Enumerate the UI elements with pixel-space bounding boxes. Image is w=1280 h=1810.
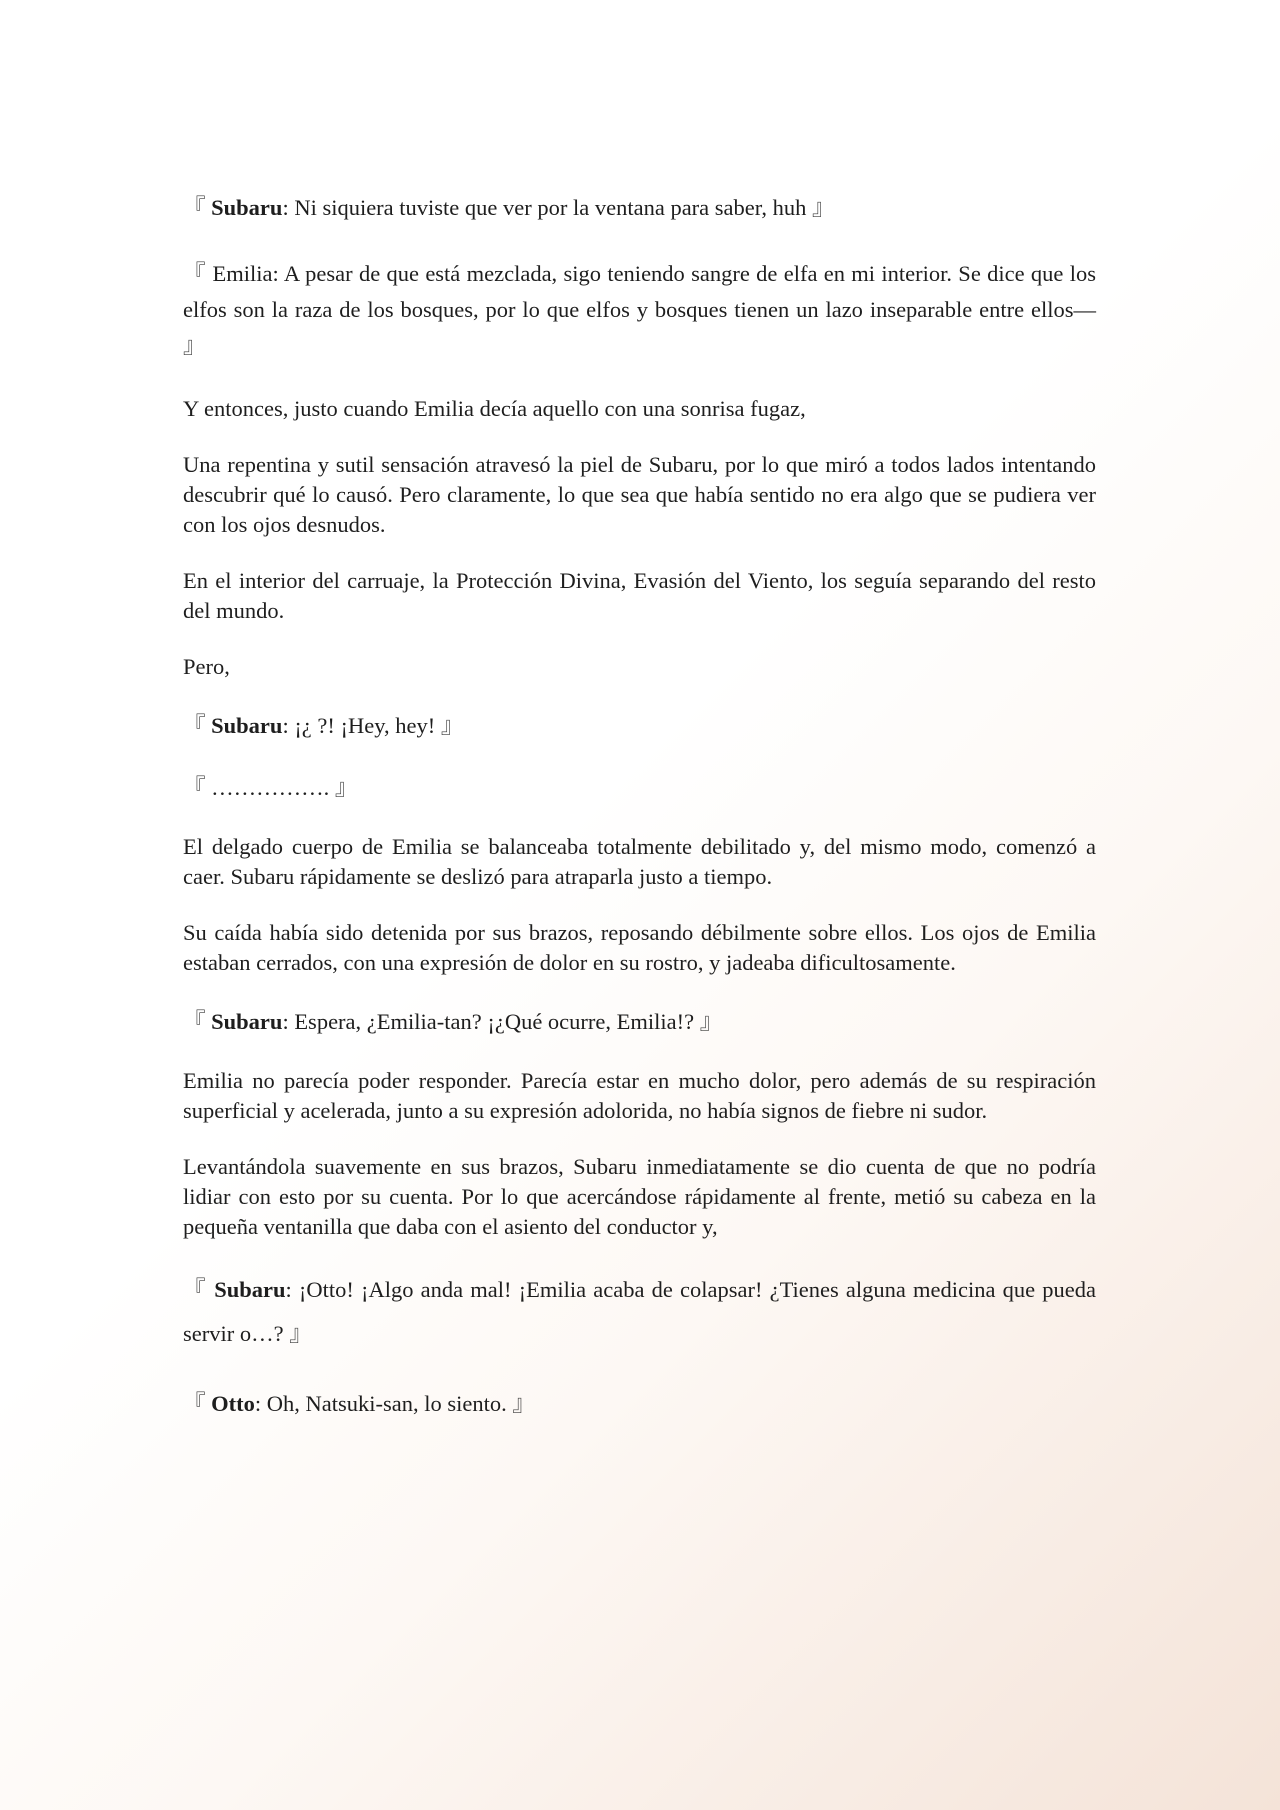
open-bracket: 『 <box>183 195 206 220</box>
open-bracket: 『 <box>183 713 206 738</box>
narration-paragraph: Pero, <box>183 654 230 679</box>
dialogue-line <box>183 256 1096 364</box>
speaker-name: Otto <box>211 1391 255 1416</box>
open-bracket: 『 <box>183 1009 206 1034</box>
narration-paragraph: Levantándola suavemente en sus brazos, Subaru inmediatamente se dio cuenta de que no podría lidiar con esto por su cuenta. Por lo que acercándose rápidamente al frente, metió su cabeza en la pequeña ventanilla que daba con el asiento del conductor y, <box>183 1154 1096 1239</box>
narration-paragraph: Emilia no parecía poder responder. Parecía estar en mucho dolor, pero además de su respiración superficial y acelerada, junto a su expresión adolorida, no había signos de fiebre ni sudor. <box>183 1068 1096 1123</box>
dialogue-text: : Espera, ¿Emilia-tan? ¡¿Qué ocurre, Emilia!? <box>282 1009 700 1034</box>
open-bracket: 『 <box>183 261 207 286</box>
dialogue-text: Emilia: A pesar de que está mezclada, sigo teniendo sangre de elfa en mi interior. Se dice que los elfos son la raza de los bosques, por lo que elfos y bosques tienen un lazo inseparable entre ellos— <box>183 261 1096 322</box>
narration-paragraph: El delgado cuerpo de Emilia se balanceaba totalmente debilitado y, del mismo modo, comenzó a caer. Subaru rápidamente se deslizó para atraparla justo a tiempo. <box>183 834 1096 889</box>
open-bracket: 『 <box>183 775 206 800</box>
dialogue-line <box>183 1004 1096 1040</box>
dialogue-text: : ¡¿ ?! ¡Hey, hey! <box>282 713 441 738</box>
narration-paragraph: Una repentina y sutil sensación atravesó la piel de Subaru, por lo que miró a todos lados intentando descubrir qué lo causó. Pero claramente, lo que sea que había sentido no era algo que se pudiera ver con los ojos desnudos. <box>183 452 1096 537</box>
close-bracket: 』 <box>183 333 206 358</box>
dialogue-text: : Oh, Natsuki-san, lo siento. <box>254 1391 513 1416</box>
speaker-name: Subaru <box>214 1277 286 1302</box>
close-bracket: 』 <box>334 775 358 800</box>
dialogue-text: : Ni siquiera tuviste que ver por la ventana para saber, huh <box>282 195 812 220</box>
dialogue-line <box>183 1386 1096 1422</box>
close-bracket: 』 <box>512 1391 535 1416</box>
close-bracket: 』 <box>699 1009 723 1034</box>
close-bracket: 』 <box>289 1321 312 1346</box>
dialogue-line <box>183 1268 1096 1356</box>
open-bracket: 『 <box>183 1277 208 1302</box>
close-bracket: 』 <box>811 195 835 220</box>
narration-paragraph: En el interior del carruaje, la Protección Divina, Evasión del Viento, los seguía separando del resto del mundo. <box>183 568 1096 623</box>
speaker-name: Subaru <box>211 195 283 220</box>
dialogue-line <box>183 708 1096 744</box>
document-page <box>183 190 1096 1422</box>
narration-paragraph: Y entonces, justo cuando Emilia decía aquello con una sonrisa fugaz, <box>183 396 806 421</box>
speaker-name: Subaru <box>211 1009 283 1034</box>
open-bracket: 『 <box>183 1391 206 1416</box>
speaker-name: Subaru <box>211 713 283 738</box>
narration-paragraph: Su caída había sido detenida por sus brazos, reposando débilmente sobre ellos. Los ojos de Emilia estaban cerrados, con una expresión de dolor en su rostro, y jadeaba dificultosamente. <box>183 920 1096 975</box>
dialogue-line <box>183 770 1096 806</box>
close-bracket: 』 <box>440 713 464 738</box>
dialogue-line <box>183 190 1096 226</box>
dialogue-text: ……………. <box>205 775 335 800</box>
dialogue-text: : ¡Otto! ¡Algo anda mal! ¡Emilia acaba de colapsar! ¿Tienes alguna medicina que pueda servir o…? <box>183 1277 1096 1346</box>
